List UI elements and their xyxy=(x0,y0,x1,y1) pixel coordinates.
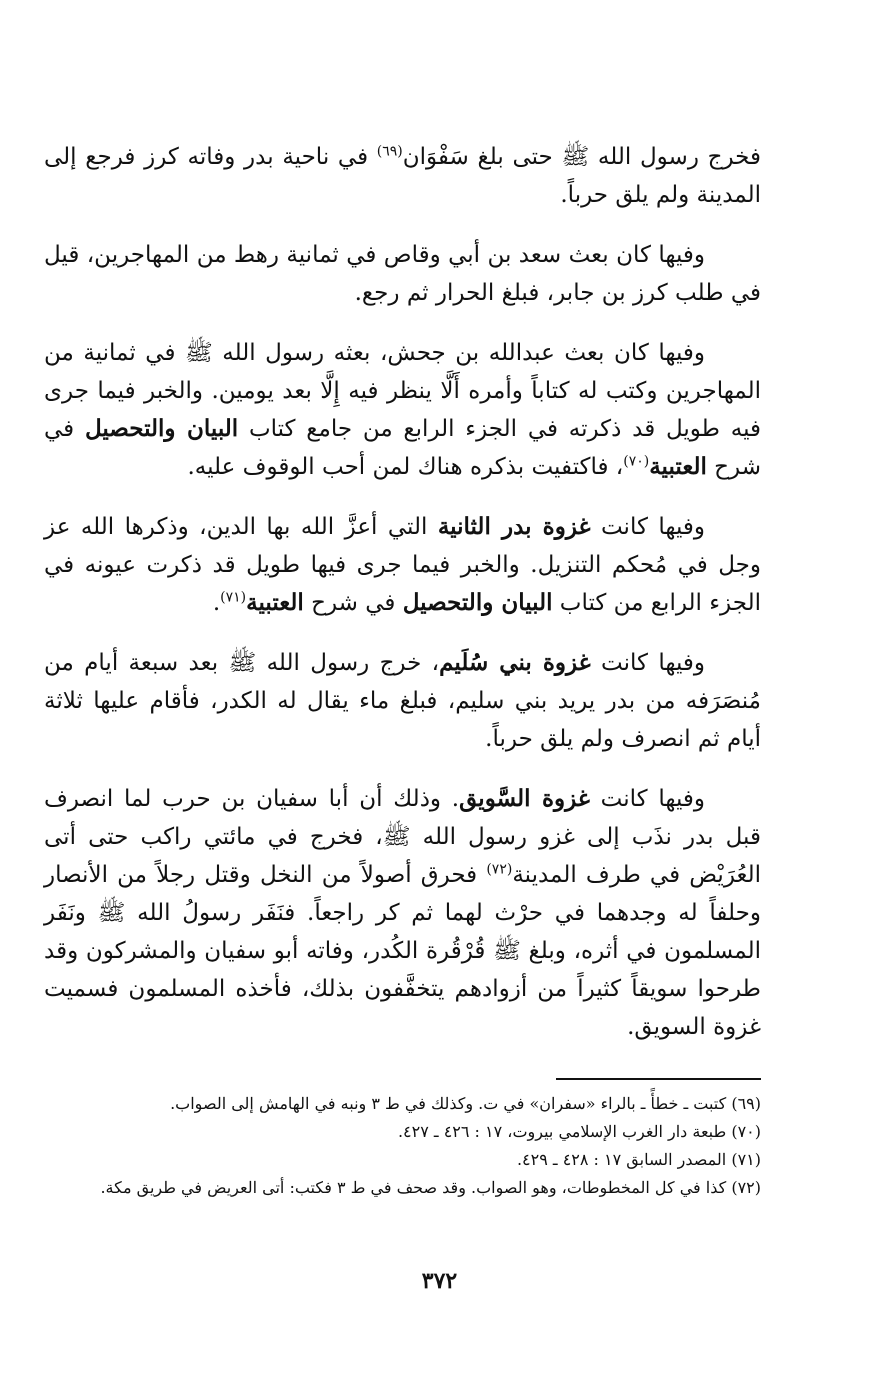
p5-seg-0: وفيها كانت xyxy=(590,650,706,676)
footnote-71: (٧١) المصدر السابق ١٧ : ٤٢٨ ـ ٤٢٩. xyxy=(516,1150,761,1169)
paragraph-4 xyxy=(44,508,761,622)
paragraph-1 xyxy=(44,138,761,214)
heading-bani-sulaym: غزوة بني سُلَيم xyxy=(439,649,591,676)
footnote-ref-71[interactable]: (٧١) xyxy=(220,589,247,606)
paragraph-2 xyxy=(44,236,761,312)
p3-seg-5: ، فاكتفيت بذكره هناك لمن أحب الوقوف عليه. xyxy=(187,454,624,480)
heading-sawiq: غزوة السَّويق xyxy=(459,785,590,812)
book-title-utbiyya-2: العتبية xyxy=(246,589,304,616)
p5-seg-2: ، خرج رسول الله ﷺ بعد سبعة أيام من مُنصَرَفه من بدر يريد بني سليم، فبلغ ماء يقال له الكدر، فأقام عليها ثلاثة أيام ثم انصرف ولم يلق حرباً. xyxy=(44,650,761,752)
footnote-70: (٧٠) طبعة دار الغرب الإسلامي بيروت، ١٧ : ٤٢٦ ـ ٤٢٧. xyxy=(397,1122,761,1141)
p1-seg-0: فخرج رسول الله ﷺ حتى بلغ سَفْوَان xyxy=(402,144,762,170)
p4-seg-0: وفيها كانت xyxy=(590,514,706,540)
p4-seg-4: في شرح xyxy=(303,590,403,616)
book-title-utbiyya: العتبية xyxy=(649,453,707,480)
paragraph-6 xyxy=(44,780,761,1046)
p2-seg-0: وفيها كان بعث سعد بن أبي وقاص في ثمانية رهط من المهاجرين، قيل في طلب كرز بن جابر، فبلغ الحرار ثم رجع. xyxy=(44,242,761,306)
footnote-72: (٧٢) كذا في كل المخطوطات، وهو الصواب. وقد صحف في ط ٣ فكتب: أتى العريض في طريق مكة. xyxy=(100,1178,761,1197)
page-number: ٣٧٢ xyxy=(421,1268,458,1294)
p4-seg-2: التي أعزَّ الله بها الدين، وذكرها الله عز وجل في مُحكم التنزيل. والخبر فيما جرى فيها طويل قد ذكرت عيونه في الجزء الرابع من كتاب xyxy=(44,514,761,616)
main-text xyxy=(44,138,761,1068)
p6-seg-2: . وذلك أن أبا سفيان بن حرب لما انصرف قبل بدر نذَب إلى غزو رسول الله ﷺ، فخرج في مائتي راكب حتى أتى العُرَيْض في طرف المدينة xyxy=(44,786,762,888)
p6-seg-0: وفيها كانت xyxy=(589,786,706,812)
p4-seg-7: . xyxy=(212,590,221,616)
footnote-ref-70[interactable]: (٧٠) xyxy=(623,453,650,470)
footnotes xyxy=(44,1090,761,1202)
footnote-divider xyxy=(556,1078,761,1080)
p1-seg-2: في ناحية بدر وفاته كرز فرجع إلى المدينة ولم يلق حرباً. xyxy=(44,144,761,208)
p3-seg-2: في شرح xyxy=(44,416,761,480)
footnote-69: (٦٩) كتبت ـ خطأً ـ بالراء «سفران» في ت. وكذلك في ط ٣ ونبه في الهامش إلى الصواب. xyxy=(170,1094,761,1113)
p6-seg-4: فحرق أصولاً من النخل وقتل رجلاً من الأنصار وحلفاً له وجدهما في حرْث لهما ثم كر راجعاً. فنَفَر رسولُ الله ﷺ ونَفَر المسلمون في أثره، وبلغ ﷺ قُرْقُرة الكُدر، وفاته أبو سفيان والمشركون وقد طرحوا سويقاً كثيراً من أزوادهم يتخفَّفون بذلك، فأخذه المسلمون فسميت غزوة السويق. xyxy=(44,862,761,1040)
paragraph-5 xyxy=(44,644,761,758)
heading-badr-second: غزوة بدر الثانية xyxy=(437,513,591,540)
book-title-bayan: البيان والتحصيل xyxy=(84,415,239,442)
p3-seg-0: وفيها كان بعث عبدالله بن جحش، بعثه رسول الله ﷺ في ثمانية من المهاجرين وكتب له كتاباً وأمره أَلَّا ينظر فيه إِلَّا بعد يومين. والخبر فيما جرى فيه طويل قد ذكرته في الجزء الرابع من جامع كتاب xyxy=(44,340,761,442)
paragraph-3 xyxy=(44,334,761,486)
footnote-ref-72[interactable]: (٧٢) xyxy=(486,861,513,878)
footnote-ref-69[interactable]: (٦٩) xyxy=(376,143,403,160)
book-title-bayan-2: البيان والتحصيل xyxy=(402,589,553,616)
